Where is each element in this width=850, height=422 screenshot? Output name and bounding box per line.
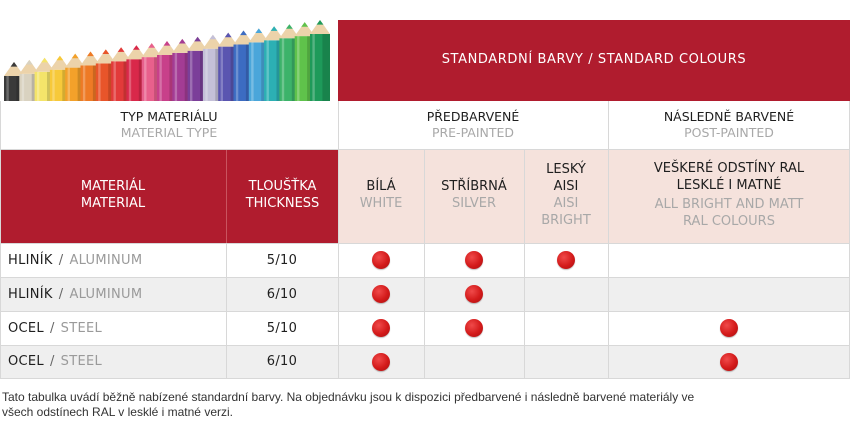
material-separator: / [58,252,64,268]
pencil [310,20,330,101]
thickness-cell: 5/10 [266,252,298,268]
ral-available-dot [720,319,738,337]
material-cell [8,311,102,345]
material-cell [8,277,142,311]
material-cell [8,243,142,277]
material-cz: HLINÍK [8,252,53,268]
prepainted-group: PŘEDBARVENÉ PRE-PAINTED [426,108,520,140]
column-ral-colours: VEŠKERÉ ODSTÍNY RAL LESKLÉ I MATNÉ ALL BRIGHT AND MATT RAL COLOURS [608,149,850,243]
column-material: MATERIÁL MATERIAL [0,149,226,243]
silver-available-dot [465,251,483,269]
thickness-cell: 6/10 [266,354,298,369]
aisi-available-dot [557,251,575,269]
thickness-cell: 6/10 [266,286,298,302]
table-row [0,243,850,277]
material-separator: / [58,286,64,302]
material-en: STEEL [60,354,103,369]
ral-available-dot [720,353,738,371]
colored-pencils-image [0,0,338,101]
column-thickness: TLOUŠŤKA THICKNESS [226,149,338,243]
white-available-dot [372,251,390,269]
thickness-cell: 5/10 [266,320,298,336]
column-white: BÍLÁ WHITE [338,149,424,243]
column-aisi-bright: LESKÝ AISI AISI BRIGHT [524,149,608,243]
header-title: STANDARDNÍ BARVY / STANDARD COLOURS [441,52,747,68]
silver-available-dot [465,319,483,337]
material-cz: OCEL [8,320,44,336]
table-row [0,311,850,345]
footnote: Tato tabulka uvádí běžně nabízené standardní barvy. Na objednávku jsou k dispozici předbarvené i následně barvené materiály ve všech odstínech RAL v lesklé i matné verzi. [2,390,695,419]
table-row [0,345,850,378]
material-en: ALUMINUM [69,252,143,268]
column-silver: STŘÍBRNÁ SILVER [424,149,524,243]
material-en: ALUMINUM [69,286,143,302]
material-cz: HLINÍK [8,286,53,302]
postpainted-group: NÁSLEDNĚ BARVENÉ POST-PAINTED [663,108,795,140]
material-separator: / [49,320,55,336]
material-separator: / [49,354,55,369]
white-available-dot [372,285,390,303]
white-available-dot [372,353,390,371]
material-cz: OCEL [8,354,44,369]
material-en: STEEL [60,320,103,336]
table-row [0,277,850,311]
material-type-group: TYP MATERIÁLU MATERIAL TYPE [120,108,218,140]
silver-available-dot [465,285,483,303]
standard-colours-header [338,20,850,101]
white-available-dot [372,319,390,337]
material-cell [8,345,102,378]
